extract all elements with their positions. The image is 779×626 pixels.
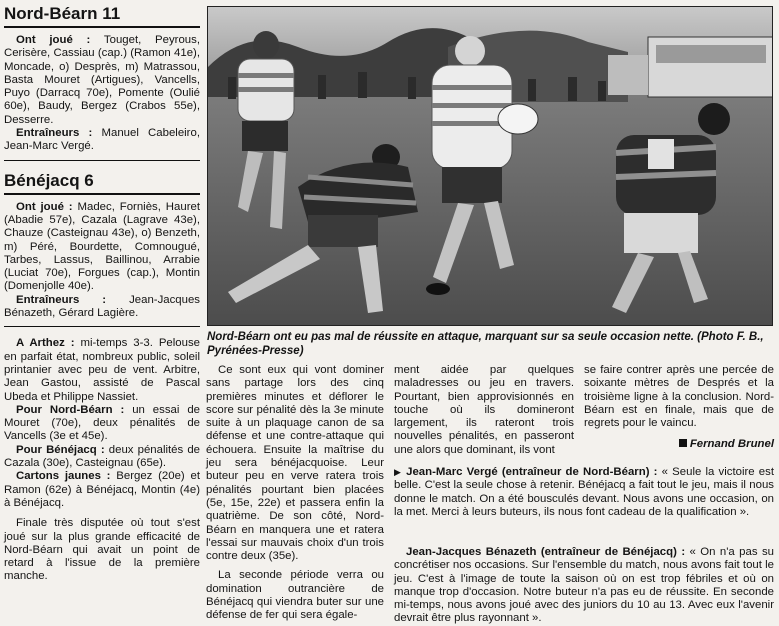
article-column-1 bbox=[206, 364, 384, 623]
nord-bearn-lineup bbox=[4, 34, 200, 127]
article-paragraph: Ce sont eux qui vont dominer sans partage lors des cinq premières minutes et déflorer le score sur pénalité dès la 3e minute suite à un plaquage canon de sa défense et une contre-attaque qui échouera. Ensuite la maîtrise du jeu sera bénéjacquoise. Leur buteur peu en verve ratera trois pénalités pourtant bien placées (5e, 15e, 22e) et passera enfin la quatrième. De son côté, Nord-Béarn en manquera une et ratera l'essai sur mauvais choix d'un trois contre deux (35e). bbox=[206, 364, 384, 563]
yellow-cards-text: Bergez (20e) et Ramon (62e) à Bénéjacq, Montin (4e) à Bénéjacq. bbox=[4, 470, 201, 509]
article-column-2 bbox=[394, 364, 574, 457]
nord-bearn-players: Touget, Peyrous, Cerisère, Cassiau (cap.) (Ramon 41e), Moncade, o) Desprès, m) Matrassou, Basta Mouret (Artigues), Vancells, Puyo (Darracq 70e), Pomente (Oulié 60e), Baudy, Bergez (Crabos 55e), Desserre. bbox=[4, 34, 200, 126]
triangle-right-icon: ▶ bbox=[394, 467, 402, 477]
heading-rule bbox=[4, 193, 200, 195]
yellow-cards bbox=[4, 470, 200, 510]
quote-benazeth bbox=[394, 546, 774, 626]
ont-joue-label: Ont joué : bbox=[16, 34, 91, 46]
score-nord-bearn bbox=[4, 404, 200, 444]
article-paragraph: La seconde période verra ou domination outrancière de Bénéjacq qui viendra buter sur une défense de fer qui sera égale- bbox=[206, 569, 384, 622]
article-paragraph: se faire contrer après une percée de soixante mètres de Després et la troisième ligne à la conclusion. Nord-Béarn est en finale, mais que de regrets pour le vaincu. bbox=[584, 364, 774, 430]
square-bullet-icon bbox=[679, 439, 687, 447]
ont-joue-label: Ont joué : bbox=[16, 200, 73, 213]
quote-verge bbox=[394, 466, 774, 519]
byline bbox=[584, 438, 774, 451]
nord-bearn-coaches bbox=[4, 127, 200, 154]
benejacq-players: Madec, Forniès, Hauret (Abadie 57e), Cazala (Lagrave 43e), Chauze (Casteignau 43e), o) Benzeth, m) Péré, Bourdette, Comnougué, Tarbes, Lassus, Baillinou, Arrabie (Luciat 70e), Forgues (cap.), Montin (Domenjolle 40e). bbox=[4, 200, 200, 293]
score-bj-label: Pour Bénéjacq : bbox=[16, 443, 105, 456]
match-photo bbox=[207, 6, 773, 326]
benejacq-coaches bbox=[4, 294, 200, 321]
yellow-cards-label: Cartons jaunes : bbox=[16, 470, 111, 483]
heading-rule bbox=[4, 26, 200, 28]
venue-label: A Arthez : bbox=[16, 337, 75, 350]
final-note: Finale très disputée où tout s'est joué sur la plus grande efficacité de Nord-Béarn qui avait un point de retard à l'issue de la première manche. bbox=[4, 517, 200, 583]
entraineurs-label: Entraîneurs : bbox=[16, 127, 93, 140]
entraineurs-label: Entraîneurs : bbox=[16, 293, 107, 306]
quote-text: « Seule la victoire est belle. C'est la seule chose à retenir. Bénéjacq a fait tout le jeu, mais il nous donne le match. On a été bousculés devant. Nous avons une occasion, on la met. Merci à leurs buteurs, ils nous font cadeau de la qualification ». bbox=[394, 466, 774, 518]
score-benejacq bbox=[4, 444, 200, 471]
venue-text: mi-temps 3-3. Pelouse en parfait état, nombreux public, soleil printanier avec peu de vent. Arbitre, Jean Gastou, assisté de Pascal Ubeda et Philippe Nassiet. bbox=[4, 337, 200, 403]
benejacq-lineup bbox=[4, 201, 200, 294]
nord-bearn-coach-names: Manuel Cabeleiro, Jean-Marc Vergé. bbox=[4, 127, 200, 153]
divider bbox=[4, 160, 200, 161]
rugby-photo-illustration bbox=[208, 7, 773, 326]
author-name: Fernand Brunel bbox=[689, 438, 774, 451]
article-column-3 bbox=[584, 364, 774, 452]
nord-bearn-heading: Nord-Béarn 11 bbox=[4, 4, 121, 23]
quote-paragraph bbox=[394, 546, 774, 626]
team-sheets bbox=[4, 4, 200, 584]
quote-speaker: Jean-Marc Vergé (entraîneur de Nord-Béarn) : bbox=[406, 466, 658, 478]
benejacq-heading: Bénéjacq 6 bbox=[4, 170, 94, 190]
quote-speaker: Jean-Jacques Bénazeth (entraîneur de Bénéjacq) : bbox=[406, 546, 686, 558]
article-paragraph: ment aidée par quelques maladresses ou jeu en travers. Pourtant, bien approvisionnés en touche où ils domineront largement, ils rateront trois nouvelles pénalités, en passeront une alors que dominant, ils vont bbox=[394, 364, 574, 456]
score-nb-label: Pour Nord-Béarn : bbox=[16, 403, 125, 416]
benejacq-coach-names: Jean-Jacques Bénazeth, Gérard Lagière. bbox=[4, 293, 200, 320]
score-bj-text: deux pénalités de Cazala (30e), Casteignau (65e). bbox=[4, 443, 201, 470]
divider bbox=[4, 326, 200, 327]
quote-text: « On n'a pas su concrétiser nos occasions. Sur l'ensemble du match, nous avons fait tout le jeu. C'est à l'image de toute la saison où on est trop fébriles et où on manque trop d'occasion. Notre buteur n'a pas eu de réussite. En seconde mi-temps, nous avons joué avec des juniors du 10 au 13. Avec eux l'avenir devrait être plus rayonnant ». bbox=[394, 546, 774, 625]
quote-paragraph bbox=[394, 466, 774, 519]
match-venue bbox=[4, 337, 200, 403]
photo-caption: Nord-Béarn ont eu pas mal de réussite en attaque, marquant sur sa seule occasion nette. (Photo F. B., Pyrénées-Presse) bbox=[207, 331, 764, 357]
score-nb-text: un essai de Mouret (70e), deux pénalités de Vancells (3e et 45e). bbox=[4, 403, 200, 443]
